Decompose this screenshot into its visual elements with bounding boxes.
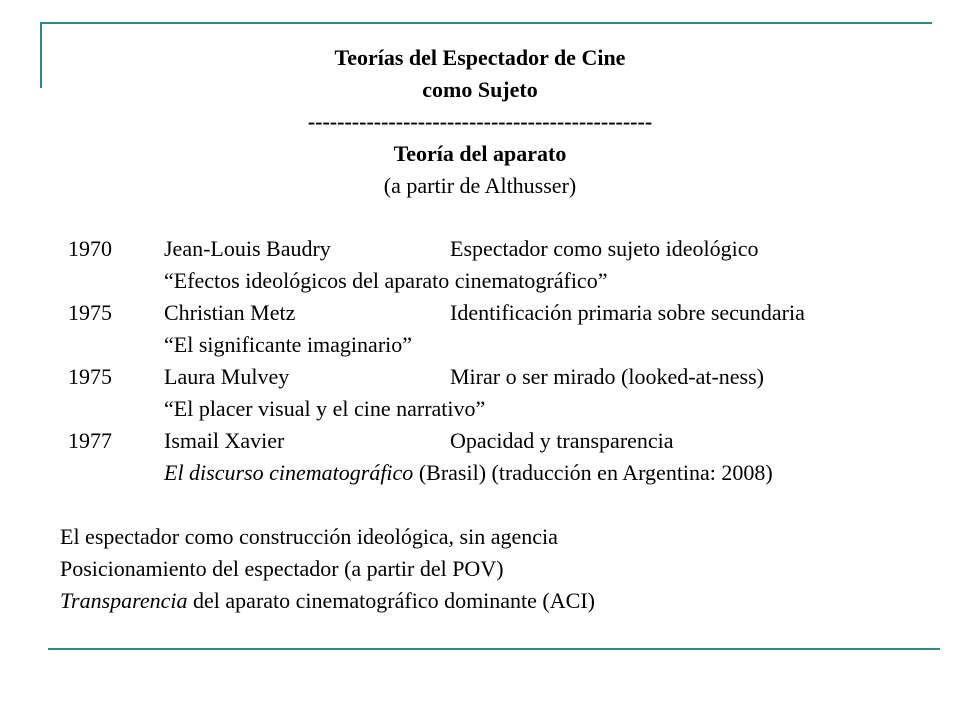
subtitle-note: (a partir de Althusser) xyxy=(383,173,577,198)
note-line-1: El espectador como construcción ideológica, sin agencia xyxy=(60,524,558,549)
subtitle: Teoría del aparato xyxy=(393,141,567,166)
entry-work xyxy=(164,265,607,297)
entry-work-text: “El placer visual y el cine narrativo” xyxy=(164,396,486,421)
entry-year: 1977 xyxy=(68,428,112,453)
entry-work-row xyxy=(68,457,948,489)
entry-work-text: “Efectos ideológicos del aparato cinematográfico” xyxy=(164,268,608,293)
entry-author: Ismail Xavier xyxy=(164,428,285,453)
entry-row xyxy=(68,233,948,265)
note-line-3-italic: Transparencia xyxy=(60,588,188,613)
entry-work-row xyxy=(68,265,948,297)
entry-work-row xyxy=(68,393,948,425)
entry-concept: Identificación primaria sobre secundaria xyxy=(450,300,805,325)
entry-concept: Espectador como sujeto ideológico xyxy=(450,236,759,261)
entry-work-text: “El significante imaginario” xyxy=(164,332,413,357)
entry-author: Laura Mulvey xyxy=(164,364,290,389)
separator-line: ----------------------------------------------- xyxy=(307,109,653,134)
title-line-2: como Sujeto xyxy=(422,77,538,102)
entry-row xyxy=(68,361,948,393)
entry-row xyxy=(68,297,948,329)
entry-work-row xyxy=(68,329,948,361)
entry-work xyxy=(164,393,485,425)
entry-year: 1975 xyxy=(68,364,112,389)
theory-entries xyxy=(68,233,948,489)
slide-header xyxy=(0,42,960,202)
entry-concept: Opacidad y transparencia xyxy=(450,428,674,453)
entry-work-text: (Brasil) (traducción en Argentina: 2008) xyxy=(413,460,773,485)
entry-year: 1970 xyxy=(68,236,112,261)
entry-work xyxy=(164,457,773,489)
entry-work-italic: El discurso cinematográfico xyxy=(164,460,414,485)
entry-work xyxy=(164,329,412,361)
top-rule xyxy=(40,22,932,24)
note-line-2: Posicionamiento del espectador (a partir del POV) xyxy=(60,556,504,581)
entry-author: Jean-Louis Baudry xyxy=(164,236,331,261)
entry-concept: Mirar o ser mirado (looked-at-ness) xyxy=(450,364,765,389)
title-line-1: Teorías del Espectador de Cine xyxy=(334,45,626,70)
entry-author: Christian Metz xyxy=(164,300,296,325)
note-line-3-text: del aparato cinematográfico dominante (ACI) xyxy=(187,588,595,613)
note-line-3 xyxy=(60,585,940,617)
summary-notes xyxy=(60,521,940,617)
entry-year: 1975 xyxy=(68,300,112,325)
entry-row xyxy=(68,425,948,457)
bottom-rule xyxy=(48,648,940,650)
